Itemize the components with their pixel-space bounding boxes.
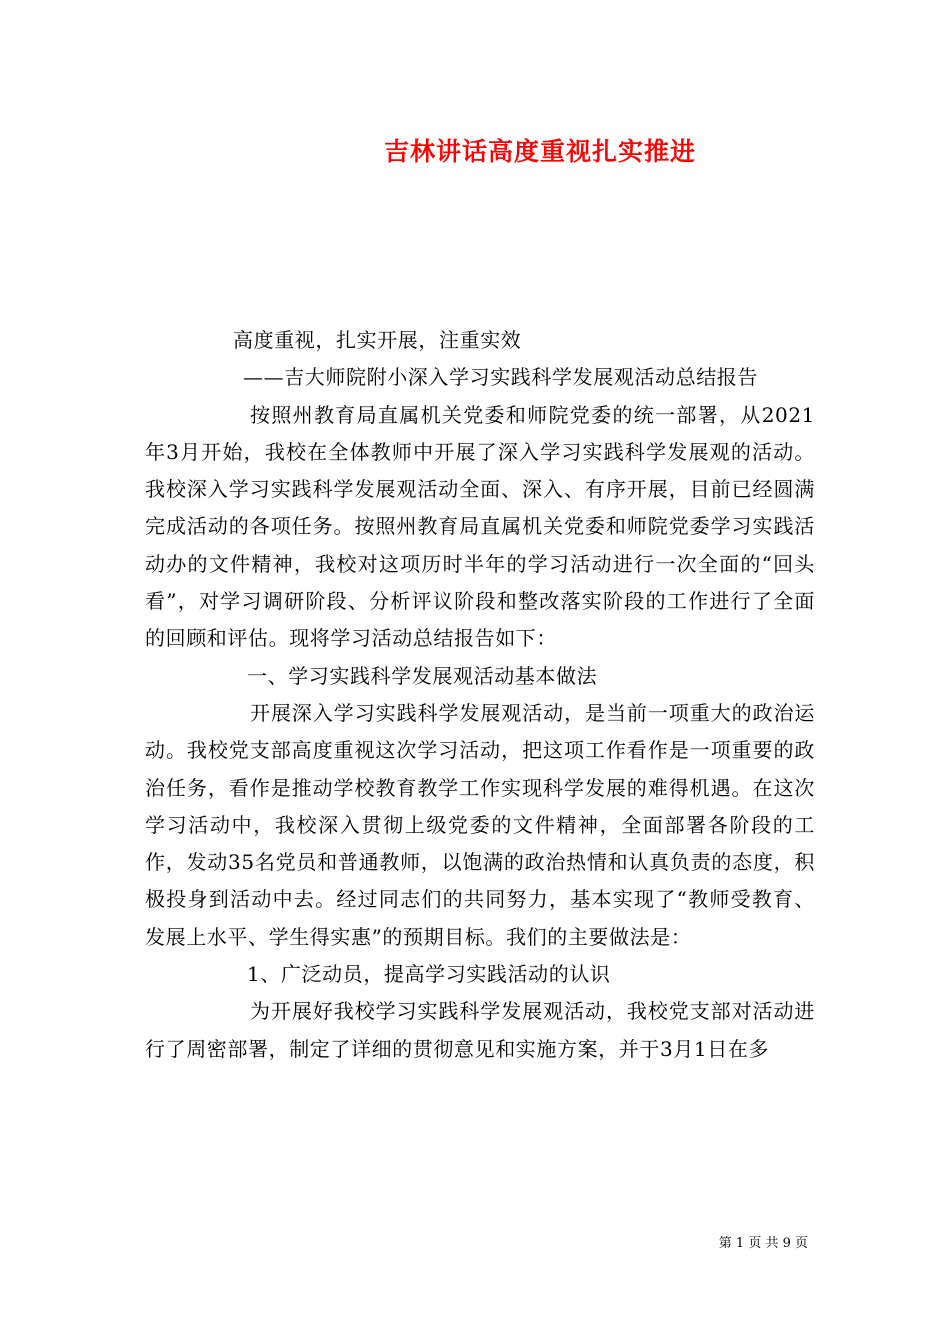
paragraph-subsection-1: 为开展好我校学习实践科学发展观活动，我校党支部对活动进行了周密部署，制定了详细的贯彻意见和实施方案，并于3月1日在多 [145,999,815,1061]
section-heading-1: 一、学习实践科学发展观活动基本做法 [247,663,598,688]
page-number: 第 1 页 共 9 页 [718,1236,808,1251]
document-title: 吉林讲话高度重视扎实推进 [383,137,696,166]
paragraph-section-1: 开展深入学习实践科学发展观活动，是当前一项重大的政治运动。我校党支部高度重视这次学习活动，把这项工作看作是一项重要的政治任务，看作是推动学校教育教学工作实现科学发展的难得机遇。在这次学习活动中，我校深入贯彻上级党委的文件精神，全面部署各阶段的工作，发动35名党员和普通教师，以饱满的政治热情和认真负责的态度，积极投身到活动中去。经过同志们的共同努力，基本实现了“教师受教育、发展上水平、学生得实惠”的预期目标。我们的主要做法是： [145,700,815,949]
document-heading: 高度重视，扎实开展，注重实效 [233,328,522,352]
document-body [145,322,815,1068]
paragraph-intro: 按照州教育局直属机关党委和师院党委的统一部署，从2021年3月开始，我校在全体教师中开展了深入学习实践科学发展观的活动。我校深入学习实践科学发展观活动全面、深入、有序开展，目前已经圆满完成活动的各项任务。按照州教育局直属机关党委和师院党委学习实践活动办的文件精神，我校对这项历时半年的学习活动进行一次全面的“回头看”，对学习调研阶段、分析评议阶段和整改落实阶段的工作进行了全面的回顾和评估。现将学习活动总结报告如下： [145,402,815,651]
subsection-heading-1: 1、广泛动员，提高学习实践活动的认识 [247,962,611,987]
document-subtitle: ——吉大师院附小深入学习实践科学发展观活动总结报告 [243,365,758,390]
